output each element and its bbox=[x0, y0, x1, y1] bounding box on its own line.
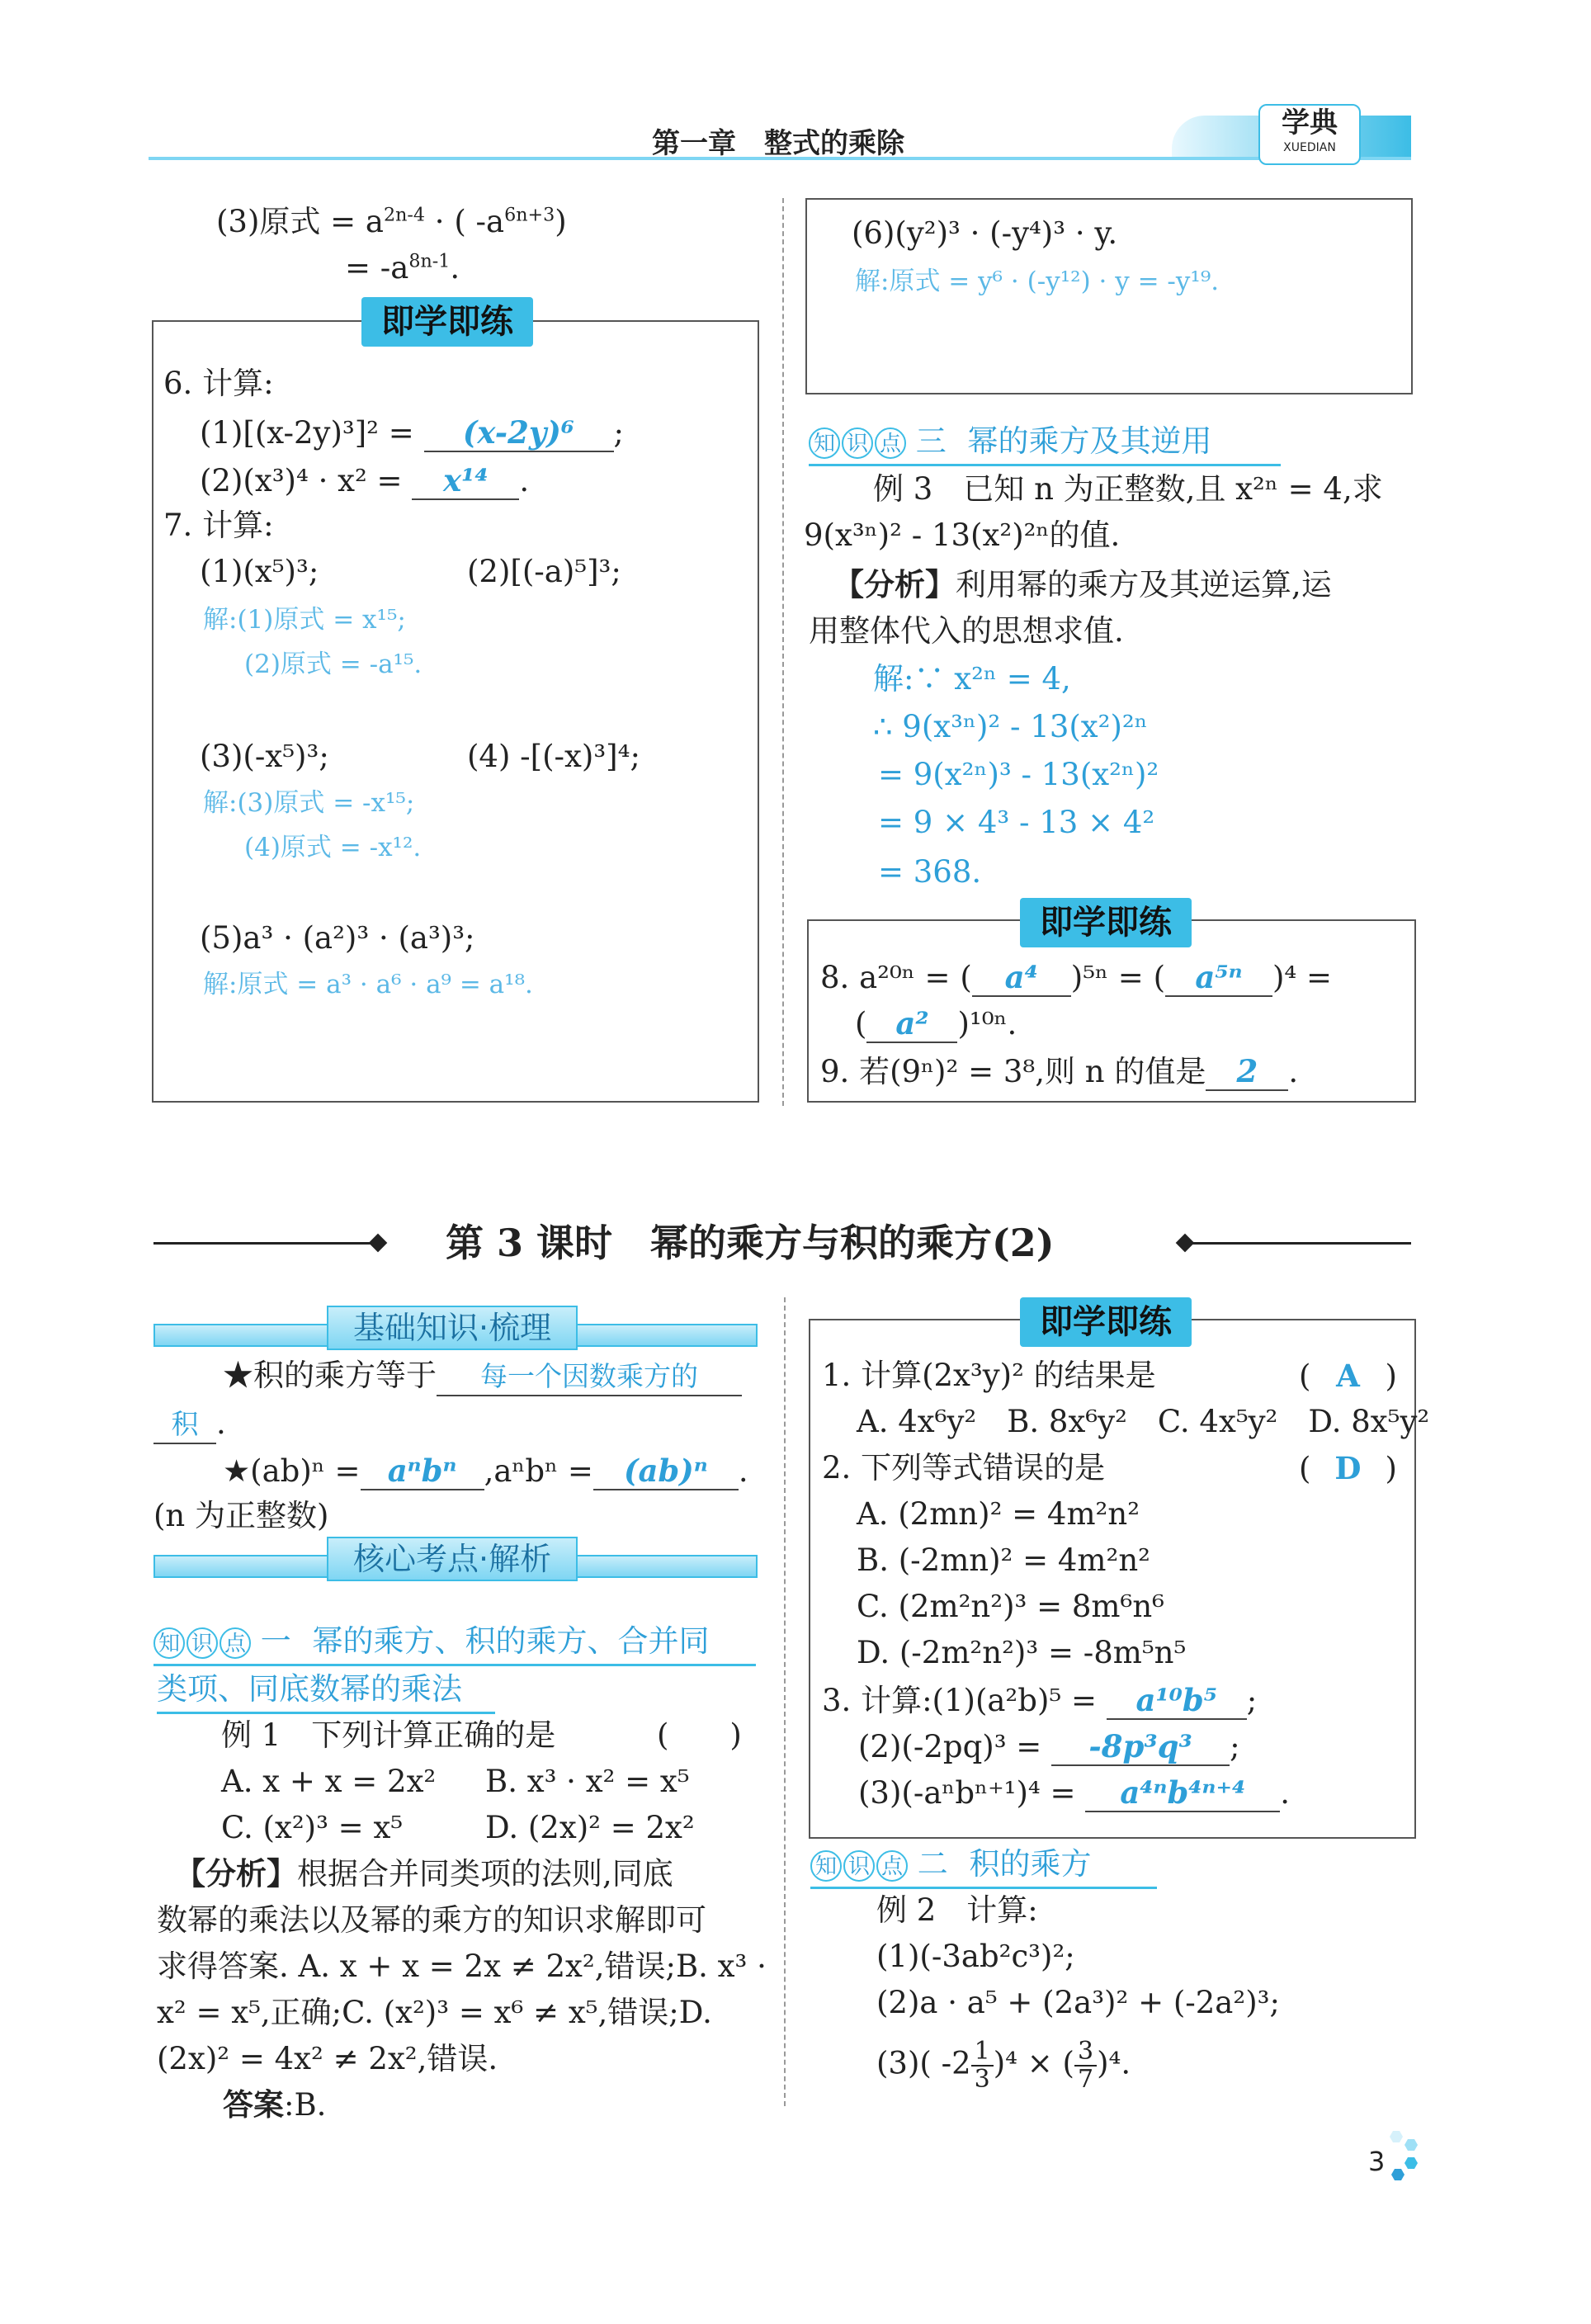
section-rule-left bbox=[153, 1242, 376, 1245]
br-q2-answer[interactable]: D bbox=[1334, 1450, 1362, 1486]
analysis-left-3: 求得答案. A. x + x = 2x ≠ 2x²,错误;B. x³ · bbox=[157, 1948, 767, 1984]
column-divider-top bbox=[782, 198, 784, 1106]
br-q3-3-answer[interactable]: a⁴ⁿb⁴ⁿ⁺⁴ bbox=[1085, 1774, 1280, 1812]
kp2-title: 积的乘方 bbox=[969, 1846, 1092, 1882]
br-q3-3: (3)(-aⁿbⁿ⁺¹)⁴ = a⁴ⁿb⁴ⁿ⁺⁴ . bbox=[858, 1774, 1291, 1811]
ex1-paren: ( ) bbox=[657, 1717, 742, 1753]
ex2-3-mixed-fraction: $\frac{1}{3}$ bbox=[971, 2038, 994, 2093]
banner-basic-knowledge: 基础知识·梳理 bbox=[327, 1306, 578, 1350]
ex3-sol-3: = 9(x²ⁿ)³ - 13(x²ⁿ)² bbox=[878, 757, 1159, 792]
star2-answer-1[interactable]: aⁿbⁿ bbox=[361, 1452, 484, 1490]
ex1-option-A: A. x + x = 2x² bbox=[221, 1764, 437, 1799]
ex3-sol-1: 解:∵ x²ⁿ = 4, bbox=[873, 661, 1071, 697]
q7-sol-4: (4)原式 = -x¹². bbox=[244, 833, 422, 862]
brand-logo bbox=[1258, 104, 1361, 165]
br-q1-paren: ( A ) bbox=[1299, 1353, 1397, 1399]
kp2-circles: 知 识 点 bbox=[810, 1850, 908, 1882]
kp3-heading bbox=[809, 419, 1281, 466]
analysis-left-4: x² = x⁵,正确;C. (x²)³ = x⁶ ≠ x⁵,错误;D. bbox=[157, 1995, 712, 2030]
ex2: 例 2 计算: bbox=[876, 1892, 1038, 1928]
kp2-num: 二 bbox=[917, 1846, 948, 1882]
br-q2-D: D. (-2m²n²)³ = -8m⁵n⁵ bbox=[857, 1635, 1187, 1670]
section-title: 第 3 课时 幂的乘方与积的乘方(2) bbox=[446, 1221, 1055, 1265]
q7-sol-2: (2)原式 = -a¹⁵. bbox=[244, 649, 423, 679]
br-q2-C: C. (2m²n²)³ = 8m⁶n⁶ bbox=[857, 1589, 1164, 1624]
ex2-1: (1)(-3ab²c³)²; bbox=[876, 1939, 1075, 1974]
q6-1-answer[interactable]: (x-2y)⁶ bbox=[424, 414, 614, 452]
analysis-left-5: (2x)² = 4x² ≠ 2x²,错误. bbox=[157, 2041, 498, 2076]
practice-tag-left: 即学即练 bbox=[361, 297, 533, 347]
q6-6-sol: 解:原式 = y⁶ · (-y¹²) · y = -y¹⁹. bbox=[855, 267, 1220, 296]
q7-5: (5)a³ · (a²)³ · (a³)³; bbox=[200, 920, 475, 956]
q6-2-answer[interactable]: x¹⁴ bbox=[412, 462, 519, 500]
kp1-num: 一 bbox=[260, 1623, 291, 1659]
q7-4: (4) -[(-x)³]⁴; bbox=[467, 739, 640, 774]
page-number: 3 bbox=[1368, 2146, 1386, 2177]
star1-cont: 积 . bbox=[153, 1401, 226, 1446]
q7-2: (2)[(-a)⁵]³; bbox=[467, 554, 621, 589]
br-q2-A: A. (2mn)² = 4m²n² bbox=[857, 1496, 1140, 1532]
ex1-option-B: B. x³ · x² = x⁵ bbox=[485, 1764, 690, 1799]
q9: 9. 若(9ⁿ)² = 3⁸,则 n 的值是 2 . bbox=[820, 1053, 1299, 1089]
q6-title: 6. 计算: bbox=[163, 366, 274, 401]
br-q3-2: (2)(-2pq)³ = -8p³q³ ; bbox=[858, 1728, 1240, 1764]
ex2-2: (2)a · a⁵ + (2a³)² + (-2a²)³; bbox=[876, 1985, 1280, 2020]
hex-decoration-icon bbox=[1383, 2128, 1424, 2185]
ex3-a: 例 3 已知 n 为正整数,且 x²ⁿ = 4,求 bbox=[873, 471, 1383, 507]
star1: ★积的乘方等于 每一个因数乘方的 bbox=[223, 1353, 742, 1398]
q6-2: (2)(x³)⁴ · x² = x¹⁴ . bbox=[200, 462, 530, 498]
q7-sol-5: 解:原式 = a³ · a⁶ · a⁹ = a¹⁸. bbox=[203, 970, 533, 999]
br-q2-paren: ( D ) bbox=[1299, 1446, 1397, 1491]
ex3-sol-4: = 9 × 4³ - 13 × 4² bbox=[878, 805, 1155, 840]
brand-name: 学典 bbox=[1282, 106, 1338, 139]
q8-answer-2[interactable]: a⁵ⁿ bbox=[1165, 959, 1272, 997]
ex1: 例 1 下列计算正确的是 bbox=[221, 1717, 556, 1753]
q8-line1: 8. a²⁰ⁿ = ( a⁴ )⁵ⁿ = ( a⁵ⁿ )⁴ = bbox=[820, 959, 1333, 995]
kp3-circles: 知 识 点 bbox=[809, 427, 906, 459]
kp1-circles: 知 识 点 bbox=[153, 1627, 251, 1659]
ex3-result-line1: (3)原式 = $a^{2n-4}$ · ( $-a^{6n+3}$) bbox=[216, 204, 567, 239]
kp1-title-a: 幂的乘方、积的乘方、合并同 bbox=[312, 1623, 710, 1659]
ex1-answer: 答案:B. bbox=[223, 2087, 327, 2123]
ex3-result-line2: = $-a^{8n-1}$. bbox=[345, 250, 460, 286]
star1-answer-b[interactable]: 积 bbox=[153, 1406, 216, 1444]
q7-sol-3: 解:(3)原式 = -x¹⁵; bbox=[203, 788, 415, 818]
ex3-b: 9(x³ⁿ)² - 13(x²)²ⁿ的值. bbox=[804, 517, 1121, 553]
ex2-3-fraction: $\frac{3}{7}$ bbox=[1074, 2038, 1097, 2093]
q7-sol-1: 解:(1)原式 = x¹⁵; bbox=[203, 605, 406, 635]
kp3-num: 三 bbox=[915, 423, 947, 459]
q6-6: (6)(y²)³ · (-y⁴)³ · y. bbox=[852, 215, 1118, 251]
star2: ★(ab)ⁿ = aⁿbⁿ ,aⁿbⁿ = (ab)ⁿ . bbox=[223, 1452, 748, 1489]
ex3-sol-5: = 368. bbox=[878, 854, 982, 890]
ex2-3: (3)( -2 $\frac{1}{3}$ )⁴ × ( $\frac{3}{7}$ )⁴. bbox=[876, 2037, 1131, 2094]
kp2-heading bbox=[810, 1842, 1157, 1889]
analysis-left-1: 【分析】根据合并同类项的法则,同底 bbox=[175, 1856, 673, 1892]
br-q3-2-answer[interactable]: -8p³q³ bbox=[1051, 1728, 1230, 1766]
kp3-title: 幂的乘方及其逆用 bbox=[967, 423, 1212, 459]
br-q3-1-answer[interactable]: a¹⁰b⁵ bbox=[1107, 1682, 1247, 1720]
star2-note: (n 为正整数) bbox=[153, 1498, 329, 1533]
analysis-right: 【分析】利用幂的乘方及其逆运算,运 bbox=[833, 567, 1332, 602]
practice-tag-bottom: 即学即练 bbox=[1020, 1297, 1192, 1347]
brand-sub: XUEDIAN bbox=[1283, 141, 1336, 154]
kp1-heading-a bbox=[153, 1619, 756, 1666]
ex1-option-C: C. (x²)³ = x⁵ bbox=[221, 1810, 404, 1845]
br-q3-1: 3. 计算:(1)(a²b)⁵ = a¹⁰b⁵ ; bbox=[822, 1682, 1258, 1718]
ex1-option-D: D. (2x)² = 2x² bbox=[485, 1810, 695, 1845]
q7-1: (1)(x⁵)³; bbox=[200, 554, 319, 589]
br-q2-B: B. (-2mn)² = 4m²n² bbox=[857, 1542, 1151, 1578]
q9-answer[interactable]: 2 bbox=[1206, 1053, 1288, 1091]
q7-title: 7. 计算: bbox=[163, 508, 274, 543]
q8-line2: ( a² )¹⁰ⁿ. bbox=[855, 1005, 1017, 1042]
q8-answer-1[interactable]: a⁴ bbox=[972, 959, 1071, 997]
section-rule-right bbox=[1188, 1242, 1411, 1245]
q8-answer-3[interactable]: a² bbox=[866, 1005, 957, 1043]
section-diamond-left bbox=[369, 1234, 388, 1253]
star1-answer-a[interactable]: 每一个因数乘方的 bbox=[437, 1358, 742, 1396]
header-bar bbox=[149, 66, 1411, 165]
analysis-right-b: 用整体代入的思想求值. bbox=[809, 613, 1124, 649]
chapter-title: 第一章 整式的乘除 bbox=[652, 127, 904, 160]
practice-tag-right: 即学即练 bbox=[1020, 898, 1192, 947]
ex3-sol-2: ∴ 9(x³ⁿ)² - 13(x²)²ⁿ bbox=[873, 709, 1148, 744]
br-q1-answer[interactable]: A bbox=[1336, 1358, 1360, 1394]
star2-answer-2[interactable]: (ab)ⁿ bbox=[593, 1452, 739, 1490]
q6-1: (1)[(x-2y)³]² = (x-2y)⁶ ; bbox=[200, 414, 624, 451]
kp1-heading-b: 类项、同底数幂的乘法 bbox=[157, 1667, 495, 1714]
br-q2: 2. 下列等式错误的是 bbox=[822, 1450, 1106, 1486]
br-q1-options: A. 4x⁶y² B. 8x⁶y² C. 4x⁵y² D. 8x⁵y² bbox=[857, 1404, 1430, 1439]
br-q1: 1. 计算(2x³y)² 的结果是 bbox=[822, 1358, 1156, 1393]
q7-3: (3)(-x⁵)³; bbox=[200, 739, 329, 774]
column-divider-bottom bbox=[784, 1297, 786, 2106]
banner-core-points: 核心考点·解析 bbox=[327, 1537, 578, 1581]
analysis-left-2: 数幂的乘法以及幂的乘方的知识求解即可 bbox=[157, 1902, 706, 1938]
